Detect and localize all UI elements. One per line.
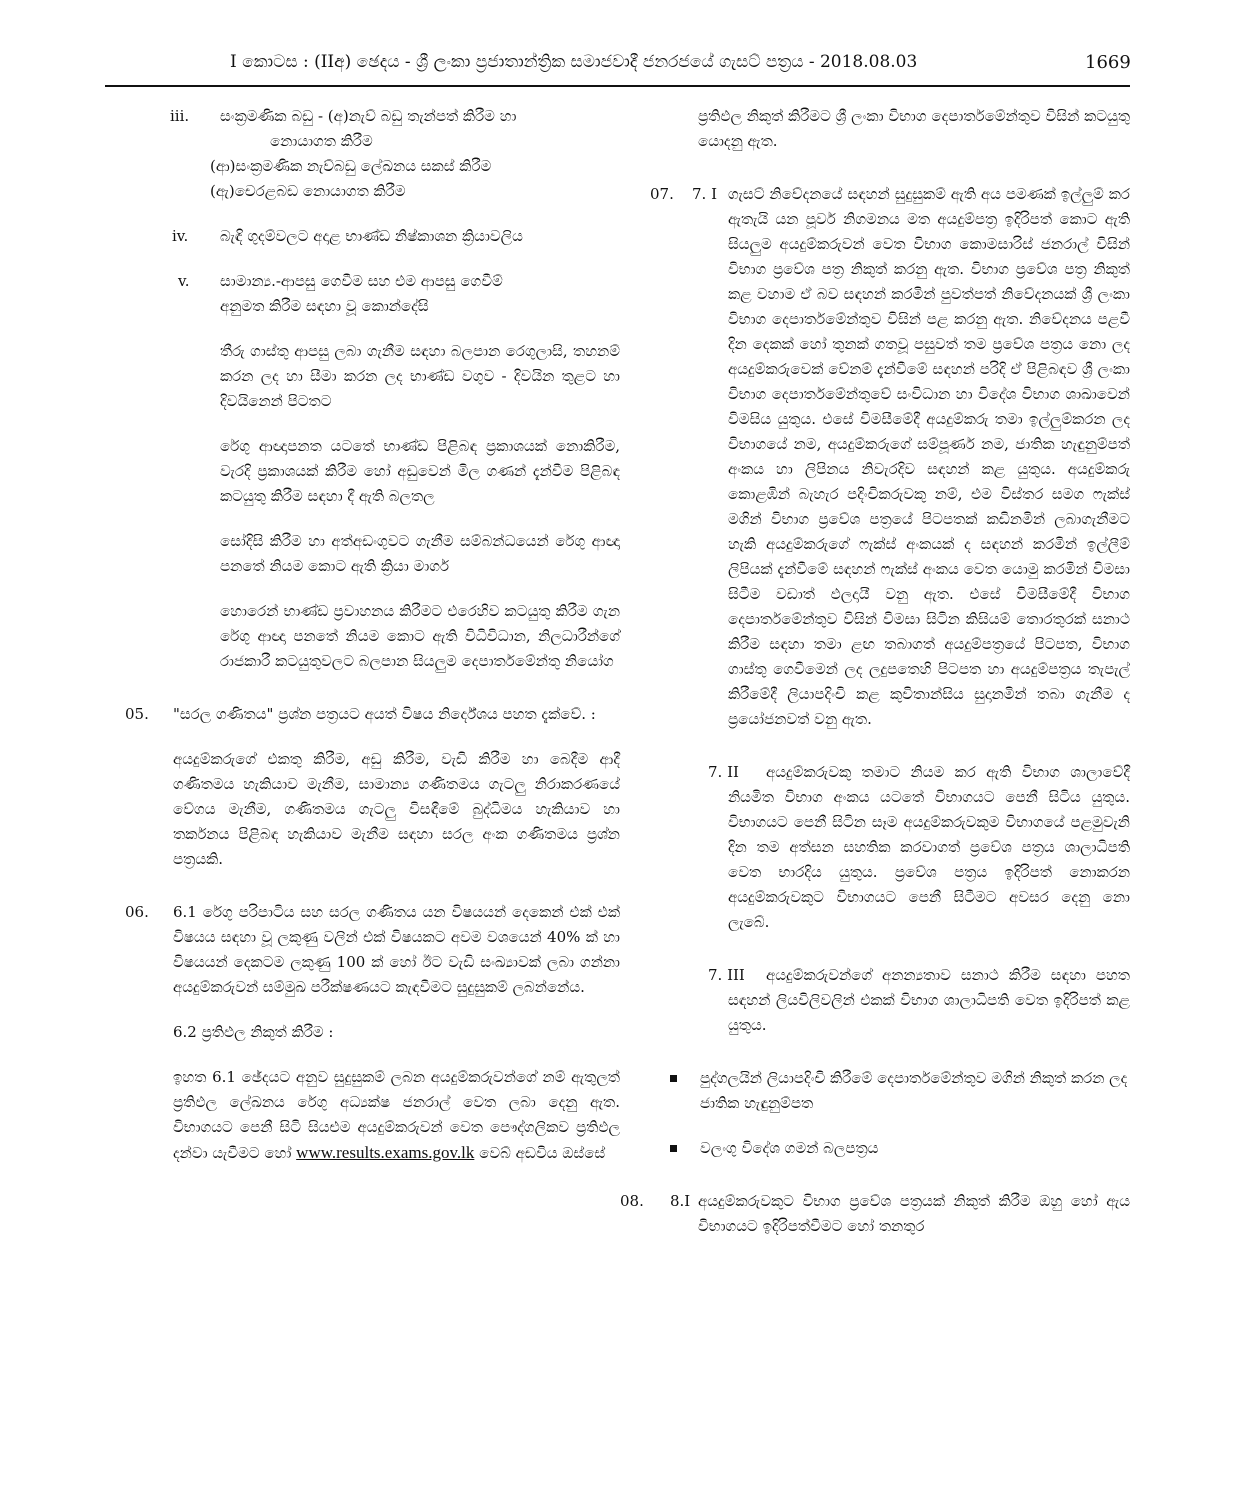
item-line: අනුමත කිරීම සඳහා වූ කොන්දේසි [220, 297, 429, 315]
item-line: සාමාන්‍ය.-ආපසු ගෙවීම සහ එම ආපසු ගෙවීම් [220, 272, 503, 290]
section-paragraph [173, 1065, 620, 1166]
sub-paragraph: හොරෙන් භාණ්ඩ ප්‍රවාහනය කිරීමට එරෙහිව කටයුතු කිරීම ගැන රේගු ආඥා පනතේ නියම කොට ඇති විධිවිධාන, නිලධාරීන්ගේ රාජකාරී කටයුතුවලට බලපාන සියලුම දෙපාර්තමේන්තු නියෝග [220, 602, 620, 670]
subsection-number: 7. III [708, 966, 745, 984]
item-line: (ආ)සංක්‍රමණික නැව්බඩු ලේඛනය සකස් කිරීම [210, 157, 492, 175]
section-body: අයදුම්කරුවන්ගේ අනන්‍යතාව සනාථ කිරීම සඳහා පහත සඳහන් ලියවිලිවලින් එකක් විභාග ශාලාධිපති වෙත ඉදිරිපත් කළ යුතුය. [728, 966, 1130, 1034]
section-number: 08. [620, 1192, 644, 1210]
section-paragraph: 6.1 රේගු පරිපාටිය සහ සරල ගණිතය යන විෂයයන් දෙකෙන් එක් එක් විෂයය සඳහා වූ ලකුණු වලින් එක් විෂයකට අවම වශයෙන් 40% ක් හා විෂයයන් දෙකටම ලකුණු 100 ක් හෝ ඊට වැඩි සංඛ්‍යාවක් ලබා ගන්නා අයදුම්කරුවන් සම්මුඛ පරීක්ෂණයට කැඳවීමට සුදුසුකම් ලබන්නේය. [173, 903, 620, 996]
list-item [670, 1136, 1130, 1161]
header-rule [105, 85, 1130, 87]
item-line: සංක්‍රමණික බඩු - (අ)නැව් බඩු තැන්පත් කිරීම හා [220, 107, 517, 125]
subsection-number: 7. II [708, 763, 739, 781]
left-column [110, 104, 620, 1166]
paragraph-text: ඉහත 6.1 ඡේදයට අනුව සුදුසුකම් ලබන අයදුම්කරුවන්ගේ නම් ඇතුලත් ප්‍රතිඵල ලේඛනය රේගු අධ්‍යක්ෂ ජනරාල් වෙත ලබා දෙනු ඇත. විභාගයට පෙනී සිටි සියළුම අයදුම්කරුවන් වෙත පෞද්ගලිකව ප්‍රතිඵල දන්වා යැවීමට හෝ [173, 1068, 620, 1162]
section-number: 06. [125, 903, 149, 921]
item-v [178, 269, 620, 319]
section-body: අයදුම්කරුගේ එකතු කිරීම, අඩු කිරීම, වැඩි කිරීම හා බෙදීම ආදී ගණිතමය හැකියාව මැනීම, සාමාන්‍ය ගණිතමය ගැටලු නිරාකරණයේ වේගය මැනීම, ගණිතමය ගැටලු විසඳීමේ බුද්ධිමය හැකියාව හා තර්කනය පිළිබඳ හැකියාව මැනීම සඳහා සරල අංක ගණිතමය ප්‍රශ්න පත්‍රයකි. [173, 750, 620, 868]
section-subheading: 6.2 ප්‍රතිඵල නිකුත් කිරීම : [173, 1023, 334, 1041]
section-intro: "සරල ගණිතය" ප්‍රශ්න පත්‍රයට අයත් විෂය නිර්දේශය පහත දැක්වේ. : [173, 705, 596, 723]
section-body: අයදුම්කරුවකුට විභාග ප්‍රවේශ පත්‍රයක් නිකුත් කිරීම ඔහු හෝ ඇය විභාගයට ඉදිරිපත්වීමට හෝ තනතුර [698, 1192, 1130, 1235]
item-line: (ඇ)චෙරළබඩ නොයාගත කිරීම [210, 182, 406, 200]
item-line: බැඳි ගුදම්වලට අදාළ භාණ්ඩ නිෂ්කාශන ක්‍රියාවලිය [220, 227, 523, 245]
subsection-number: 7. I [692, 185, 718, 203]
square-bullet-icon [670, 1075, 677, 1082]
section-07 [640, 182, 1130, 732]
right-column [620, 104, 1130, 1239]
section-05 [110, 702, 620, 727]
item-number: iv. [172, 227, 189, 245]
results-website-link[interactable]: www.results.exams.gov.lk [296, 1143, 475, 1162]
item-number: v. [178, 272, 190, 290]
section-07-ii [640, 760, 1130, 935]
section-08 [620, 1189, 1130, 1239]
section-number: 07. [650, 185, 674, 203]
list-item-text: පුද්ගලයින් ලියාපදිංචි කිරීමේ දෙපාර්තමේන්තුව මගින් නිකුත් කරන ලද ජාතික හැඳුනුම්පත [700, 1069, 1128, 1112]
page-number: 1669 [1085, 52, 1131, 73]
section-06 [110, 900, 620, 1000]
section-07-iii [640, 963, 1130, 1038]
paragraph-text: වෙබ් අඩවිය ඔස්සේ [474, 1144, 606, 1162]
sub-paragraph: සෝදිසි කිරීම හා අත්අඩංගුවට ගැනීම සම්බන්ධයෙන් රේගු ආඥා පනතේ නියම කොට ඇති ක්‍රියා මාර්ග [220, 532, 620, 575]
sub-paragraph: රේගු ආඥාපනත යටතේ භාණ්ඩ පිළිබඳ ප්‍රකාශයක් නොකිරීම, වැරදි ප්‍රකාශයක් කිරීම හෝ අඩුවෙන් මිල ගණන් දැන්වීම පිළිබඳ කටයුතු කිරීම සඳහා දී ඇති බලතල [220, 437, 620, 505]
list-item [670, 1066, 1130, 1116]
page-header [0, 52, 1239, 82]
continued-paragraph: ප්‍රතිඵල නිකුත් කිරීමට ශ්‍රී ලංකා විභාග දෙපාර්තමේන්තුව විසින් කටයුතු යොදනු ඇත. [698, 107, 1130, 150]
section-body: අයදුම්කරුවකු තමාට නියම කර ඇති විභාග ශාලාවේදී නියමිත විභාග අංකය යටතේ විභාගයට පෙනී සිටිය යුතුය. විභාගයට පෙනී සිටින සෑම අයදුම්කරුවකුම විභාගයේ පළමුවැනි දින තම අත්සන සහතික කරවාගත් ප්‍රවේශ පත්‍රය ශාලාධිපති වෙත භාරදිය යුතුය. ප්‍රවේශ පත්‍රය ඉදිරිපත් නොකරන අයදුම්කරුවකුට විභාගයට පෙනී සිටීමට අවසර දෙනු නො ලැබේ. [728, 763, 1130, 931]
item-iii [170, 104, 620, 204]
gazette-title: I කොටස : (IIඅ) ඡෙදය - ශ්‍රී ලංකා ප්‍රජාතාන්ත්‍රික සමාජවාදී ජනරජයේ ගැසට් පත්‍රය - 2018.08.03 [230, 52, 918, 72]
section-number: 05. [125, 705, 149, 723]
subsection-number: 8.I [670, 1192, 691, 1210]
square-bullet-icon [670, 1145, 677, 1152]
item-line: නොයාගත කිරීම [270, 132, 373, 150]
item-iv [172, 224, 620, 249]
section-body: ගැසට් නිවේදනයේ සඳහන් සුදුසුකම් ඇති අය පමණක් ඉල්ලුම් කර ඇතැයි යන පූර්ව නිගමනය මත අයදුම්පත්‍ර ඉදිරිපත් කොට ඇති සියලුම අයදුම්කරුවන් වෙත විභාග කොමසාරිස් ජනරාල් විසින් විභාග ප්‍රවේශ පත්‍ර නිකුත් කරනු ඇත. විභාග ප්‍රවේශ පත්‍ර නිකුත් කළ වහාම ඒ බව සඳහන් කරමින් පුවත්පත් නිවේදනයක් ශ්‍රී ලංකා විභාග දෙපාර්තමේන්තුව විසින් පළ කරනු ඇත. නිවේදනය පළවී දින දෙකක් හෝ තුනක් ගතවූ පසුවත් තම ප්‍රවේශ පත්‍රය නො ලද අයදුම්කරුවෙක් වේනම් දැන්වීමේ සඳහන් පරිදි ඒ පිළිබඳව ශ්‍රී ලංකා විභාග දෙපාර්තමේන්තුවේ සංවිධාන හා විදේශ විභාග ශාඛාවෙන් විමසිය යුතුය. එසේ විමසීමේදී අයදුම්කරු තමා ඉල්ලුම්කරන ලද විභාගයේ නම, අයදුම්කරුගේ සම්පූර්ණ නම, ජාතික හැඳුනුම්පත් අංකය හා ලිපිනය නිවැරදිව සඳහන් කළ යුතුය. අයදුම්කරු කොළඹින් බැහැර පදිංචිකරුවකු නම්, එම විස්තර සමග ෆැක්ස් මගින් විභාග ප්‍රවේශ පත්‍රයේ පිටපතක් කඩිනමින් ලබාගැනීමට හැකි අයදුම්කරුගේ ෆැක්ස් අංකයක් ද සඳහන් කරමින් ඉල්ලීම් ලිපියක් දැන්වීමේ සඳහන් ෆැක්ස් අංකය වෙත යොමු කරමින් විමසා සිටීම වඩාත් ඵලදායී වනු ඇත. එසේ විමසීමේදී විභාග දෙපාර්තමේන්තුව විසින් විමසා සිටින කිසියම් තොරතුරක් සනාථ කිරීම සඳහා තමා ළඟ තබාගත් අයදුම්පත්‍රයේ පිටපත, විභාග ගාස්තු ගෙවීමෙන් ලද ලදුපතෙහි පිටපත හා අයදුම්පත්‍රය තැපැල් කිරීමේදී ලියාපදිංචි කළ කුවිතාන්සිය සුදානමින් තබා ගැනීම ද ප්‍රයෝජනවත් වනු ඇත. [728, 185, 1130, 728]
item-number: iii. [170, 107, 190, 125]
sub-paragraph: තීරු ගාස්තු ආපසු ලබා ගැනීම සඳහා බලපාන රෙගුලාසි, තහනම් කරන ලද හා සීමා කරන ලද භාණ්ඩ වගුව - දිවයින තුළට හා දිවයිනෙන් පිටතට [220, 342, 620, 410]
list-item-text: වලංගු විදේශ ගමන් බලපත්‍රය [700, 1139, 879, 1157]
